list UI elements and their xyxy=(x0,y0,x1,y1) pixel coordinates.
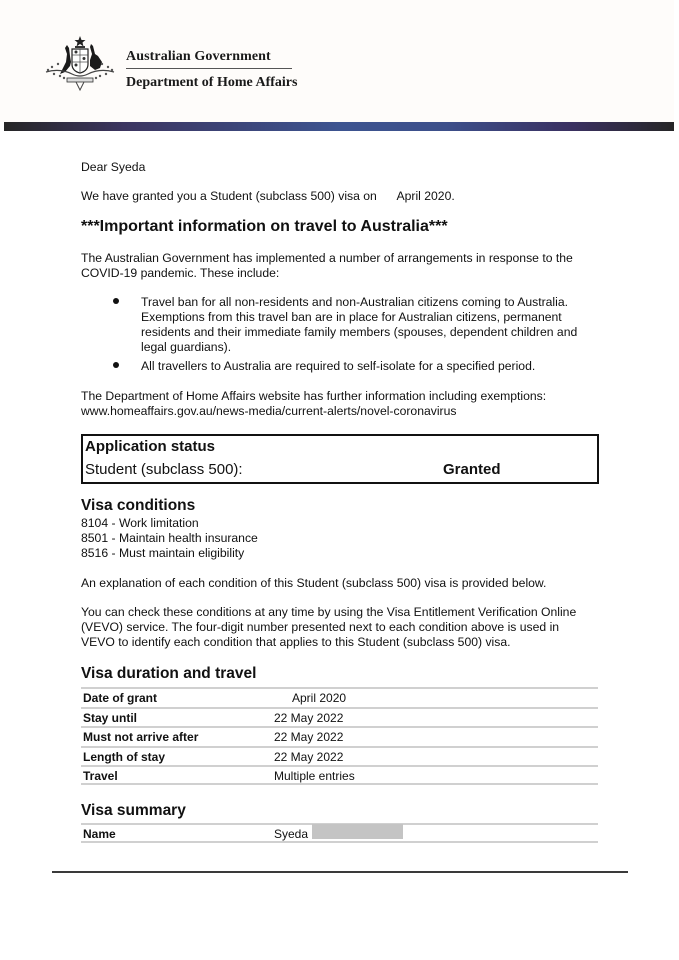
website-url-link[interactable]: www.homeaffairs.gov.au/news-media/current-alerts/novel-coronavirus xyxy=(81,404,457,418)
table-row: Date of grant April 2020 xyxy=(81,687,598,707)
vevo-line-1: You can check these conditions at any time by using the Visa Entitlement Verification Online xyxy=(81,605,577,619)
intro-line-1: The Australian Government has implemented a number of arrangements in response to the xyxy=(81,251,573,265)
table-row: Must not arrive after 22 May 2022 xyxy=(81,726,598,746)
status-title: Application status xyxy=(85,438,216,455)
table-row: Name Syeda xyxy=(81,823,598,843)
table-row: Travel Multiple entries xyxy=(81,765,598,785)
letterhead xyxy=(0,0,674,122)
intro-line-2: COVID-19 pandemic. These include: xyxy=(81,266,280,280)
list-item: 8516 - Must maintain eligibility xyxy=(81,546,245,560)
list-item: All travellers to Australia are required to self-isolate for a specified period. xyxy=(141,359,536,373)
status-label: Student (subclass 500): xyxy=(85,461,243,478)
title-divider xyxy=(126,68,292,69)
redacted-surname xyxy=(312,824,403,839)
grant-sentence: We have granted you a Student (subclass 500) visa on April 2020. xyxy=(81,189,455,203)
conditions-explanation: An explanation of each condition of this Student (subclass 500) visa is provided below. xyxy=(81,576,547,590)
important-heading: ***Important information on travel to Australia*** xyxy=(81,218,448,235)
bullet-icon xyxy=(113,362,119,368)
list-item: 8501 - Maintain health insurance xyxy=(81,531,258,545)
list-item: Travel ban for all non-residents and non-Australian citizens coming to Australia. Exemptions from this travel ban are in place for Australian citizens, permanent residents and their immediate family members (spouses, dependent children and legal guardians). xyxy=(141,295,578,354)
footer-divider xyxy=(52,871,628,873)
application-status-box xyxy=(81,434,599,484)
table-row: Length of stay 22 May 2022 xyxy=(81,746,598,766)
coat-of-arms-icon xyxy=(40,34,120,94)
salutation: Dear Syeda xyxy=(81,160,146,174)
department-title: Department of Home Affairs xyxy=(126,75,298,90)
bullet-icon xyxy=(113,298,119,304)
visa-summary-heading: Visa summary xyxy=(81,802,186,819)
brand-gradient-bar xyxy=(4,122,674,131)
vevo-line-2: (VEVO) service. The four-digit number presented next to each condition above is used in xyxy=(81,620,560,634)
visa-duration-heading: Visa duration and travel xyxy=(81,665,257,682)
list-item: 8104 - Work limitation xyxy=(81,516,199,530)
website-info: The Department of Home Affairs website has further information including exemptions: xyxy=(81,389,547,403)
visa-conditions-heading: Visa conditions xyxy=(81,497,196,514)
status-badge: Granted xyxy=(443,461,501,478)
visa-duration-table xyxy=(81,687,598,785)
table-row: Stay until 22 May 2022 xyxy=(81,707,598,727)
vevo-line-3: VEVO to identify each condition that applies to this Student (subclass 500) visa. xyxy=(81,635,511,649)
government-title: Australian Government xyxy=(126,49,271,64)
